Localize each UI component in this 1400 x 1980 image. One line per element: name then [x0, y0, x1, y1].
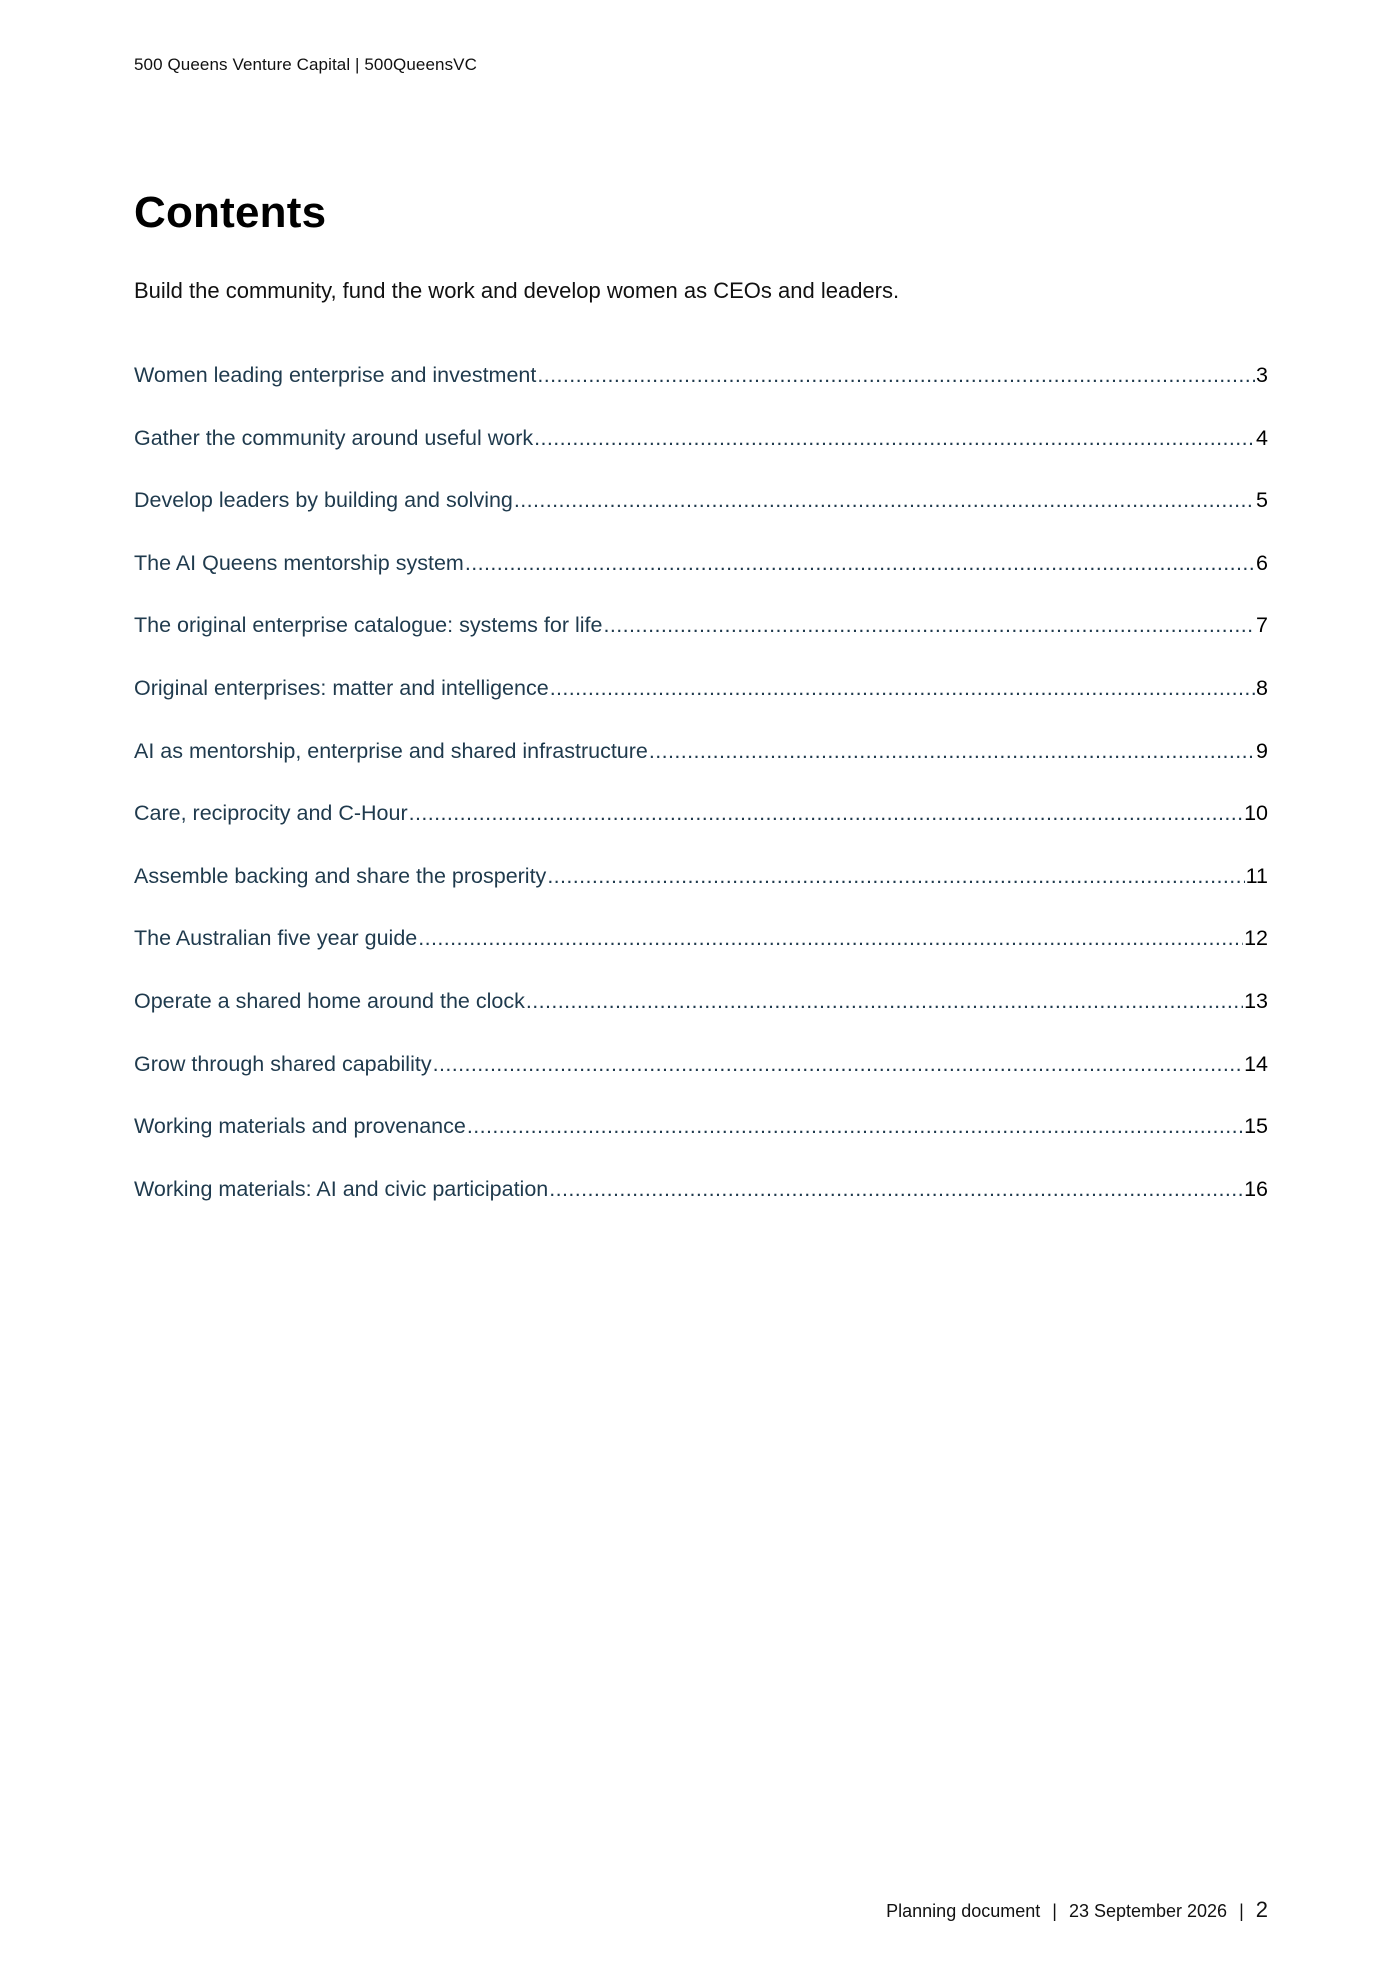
toc-page-number: 14: [1244, 1051, 1268, 1076]
toc-dot-leader: [526, 989, 1243, 1014]
toc-entry[interactable]: [134, 426, 1268, 489]
toc-dot-leader: [418, 926, 1243, 951]
toc-dot-leader: [549, 1177, 1243, 1202]
toc-entry[interactable]: [134, 739, 1268, 802]
toc-entry-label: Operate a shared home around the clock: [134, 988, 525, 1013]
toc-page-number: 16: [1244, 1176, 1268, 1201]
toc-entry[interactable]: [134, 801, 1268, 864]
toc-page-number: 7: [1256, 613, 1268, 638]
toc-dot-leader: [433, 1052, 1244, 1077]
toc-page-number: 11: [1245, 863, 1268, 888]
toc-page-number: 9: [1256, 738, 1268, 763]
toc-page-number: 5: [1256, 488, 1268, 513]
toc-page-number: 8: [1256, 675, 1268, 700]
toc-dot-leader: [649, 739, 1255, 764]
toc-entry-label: Women leading enterprise and investment: [134, 363, 537, 387]
toc-page-number: 13: [1244, 988, 1268, 1013]
toc-entry[interactable]: [134, 1114, 1268, 1177]
footer-separator: |: [1052, 1901, 1057, 1921]
toc-entry-label: AI as mentorship, enterprise and shared infrastructure: [134, 738, 648, 763]
toc-dot-leader: [537, 363, 1255, 388]
toc-entry[interactable]: [134, 1052, 1268, 1115]
toc-entry-label: Grow through shared capability: [134, 1051, 432, 1076]
footer-date: 23 September 2026: [1068, 1901, 1228, 1921]
toc-entry[interactable]: [134, 676, 1268, 739]
toc-entry[interactable]: [134, 613, 1268, 676]
toc-page-number: 12: [1244, 926, 1268, 951]
toc-entry-label: The Australian five year guide: [134, 926, 418, 951]
toc-entry[interactable]: [134, 989, 1268, 1052]
toc-page-number: 4: [1256, 425, 1268, 450]
toc-dot-leader: [547, 864, 1244, 889]
footer-page-number: 2: [1255, 1897, 1268, 1922]
toc-dot-leader: [550, 676, 1255, 701]
toc-entry[interactable]: [134, 551, 1268, 614]
toc-entry-label: Working materials: AI and civic participation: [134, 1176, 549, 1201]
toc-dot-leader: [409, 801, 1243, 826]
toc-page-number: 6: [1256, 550, 1268, 575]
toc-dot-leader: [534, 426, 1255, 451]
toc-page-number: 10: [1244, 801, 1268, 826]
table-of-contents: [134, 363, 1268, 1239]
footer-separator: |: [1239, 1901, 1244, 1921]
toc-dot-leader: [467, 1114, 1243, 1139]
toc-entry-label: Develop leaders by building and solving: [134, 488, 513, 513]
toc-dot-leader: [603, 613, 1255, 638]
toc-entry-label: The original enterprise catalogue: systems for life: [134, 613, 603, 638]
toc-entry[interactable]: [134, 488, 1268, 551]
toc-entry-label: Assemble backing and share the prosperity: [134, 863, 547, 888]
toc-page-number: 3: [1256, 363, 1268, 387]
toc-entry[interactable]: [134, 864, 1268, 927]
toc-entry[interactable]: [134, 363, 1268, 426]
toc-entry[interactable]: [134, 926, 1268, 989]
toc-entry-label: Care, reciprocity and C-Hour: [134, 801, 408, 826]
intro-text: Build the community, fund the work and develop women as CEOs and leaders.: [134, 278, 900, 303]
toc-dot-leader: [465, 551, 1255, 576]
toc-entry-label: Working materials and provenance: [134, 1114, 466, 1139]
running-header: 500 Queens Venture Capital | 500QueensVC: [134, 55, 477, 74]
toc-entry-label: Original enterprises: matter and intelligence: [134, 675, 549, 700]
toc-entry[interactable]: [134, 1177, 1268, 1240]
toc-page-number: 15: [1244, 1114, 1268, 1139]
toc-entry-label: Gather the community around useful work: [134, 425, 534, 450]
footer-document-type: Planning document: [886, 1901, 1041, 1921]
page-title: Contents: [134, 188, 327, 237]
toc-dot-leader: [514, 488, 1255, 513]
toc-entry-label: The AI Queens mentorship system: [134, 550, 464, 575]
page-footer: [886, 1897, 1268, 1923]
